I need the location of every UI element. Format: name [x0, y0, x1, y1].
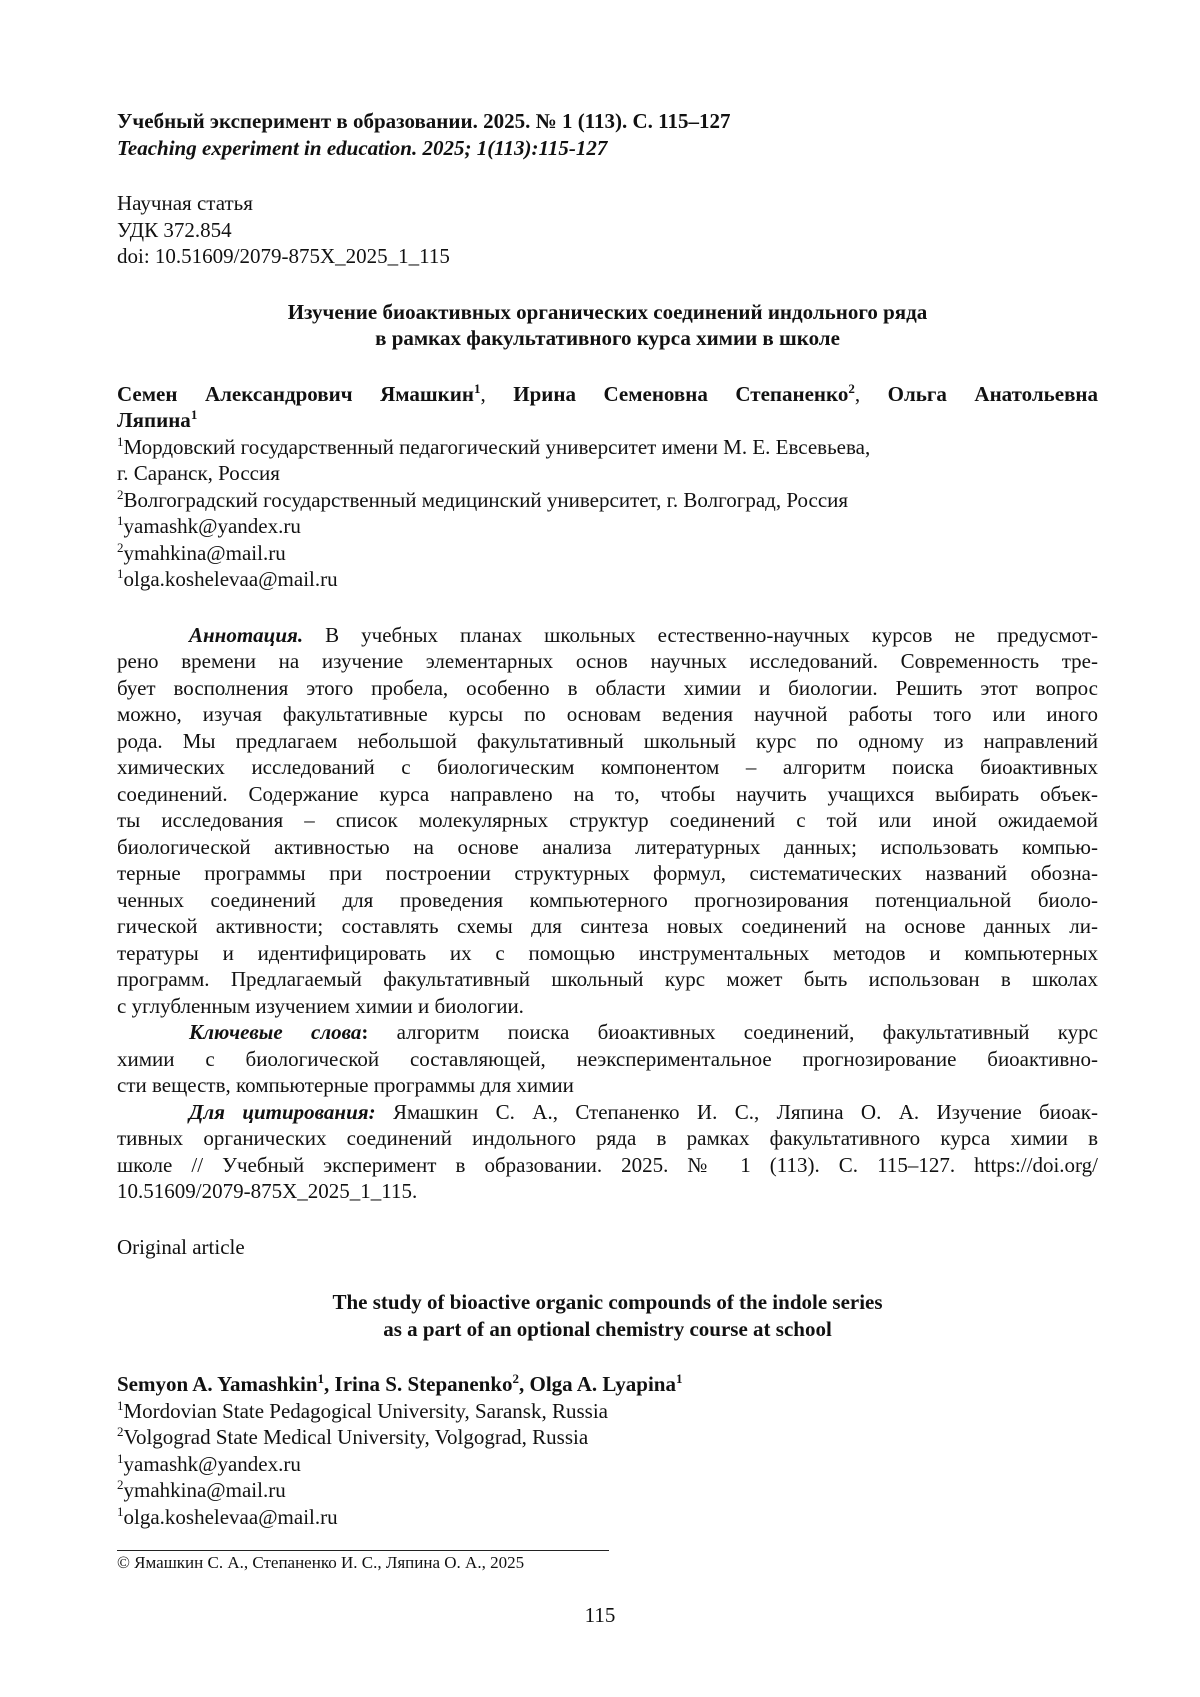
email-en-3[interactable]: $^1$olga.koshelevaa@mail.ru: [117, 1503, 338, 1529]
abstract-line-13: программ. Предлагаемый факультативный школьный курс может быть использован в школах: [117, 967, 1098, 991]
title-ru-line1: Изучение биоактивных органических соединений индольного ряда: [287, 299, 928, 324]
abstract-line-7: ты исследования – список молекулярных структур соединений с той или иной ожидаемой: [117, 808, 1098, 832]
affiliation-ru-2: $^2$Волгоградский государственный медицинский университет, г. Волгоград, Россия: [117, 486, 849, 512]
abstract-line-10: ченных соединений для проведения компьютерного прогнозирования потенциальной биоло-: [117, 887, 1098, 912]
doi: doi: 10.51609/2079-875X_2025_1_115: [117, 244, 450, 268]
article-type-en: Original article: [117, 1234, 245, 1259]
abstract: [117, 622, 1098, 1020]
abstract-line-14: с углубленным изучением химии и биологии.: [117, 993, 524, 1018]
affiliation-en-1: $^1$Mordovian State Pedagogical University, Saransk, Russia: [117, 1397, 608, 1423]
article-type-ru: Научная статья: [117, 191, 253, 215]
abstract-line-1: рено времени на изучение элементарных основ научных исследований. Современность тре-: [117, 649, 1098, 673]
page-number: 115: [584, 1603, 616, 1627]
citation-line-0: Для цитирования: Ямашкин С. А., Степаненко И. С., Ляпина О. А. Изучение биоак-: [189, 1099, 1098, 1124]
citation-line-1: тивных органических соединений индольного ряда в рамках факультативного курса химии в: [117, 1126, 1098, 1150]
footnote-divider: [117, 1550, 609, 1551]
author-en-2: Irina S. Stepanenko: [334, 1372, 513, 1396]
author-1: Семен Александрович Ямашкин: [117, 381, 474, 406]
authors-ru: Семен Александрович Ямашкин$^1$, Ирина Семеновна Степаненко$^2$, Ольга Анатольевна: [117, 380, 1099, 406]
abstract-line-9: терные программы при построении структурных формул, систематических названий обозна-: [117, 861, 1098, 885]
journal-line-ru: Учебный эксперимент в образовании. 2025. № 1 (113). С. 115–127: [117, 109, 731, 133]
authors-en: Semyon A. Yamashkin$^1$, Irina S. Stepanenko$^2$, Olga A. Lyapina$^1$: [117, 1371, 683, 1396]
abstract-line-3: можно, изучая факультативные курсы по основам ведения научной работы того или иного: [117, 702, 1098, 726]
affiliation-en-2: $^2$Volgograd State Medical University, Volgograd, Russia: [117, 1424, 589, 1449]
title-en-line2: as a part of an optional chemistry course at school: [383, 1316, 832, 1341]
abstract-line-11: гической активности; составлять схемы для синтеза новых соединений на основе данных ли-: [117, 914, 1098, 938]
email-ru-3[interactable]: $^1$olga.koshelevaa@mail.ru: [117, 566, 338, 591]
article-page: [117, 108, 1098, 1573]
affiliation-ru-1: $^1$Мордовский государственный педагогический университет имени М. Е. Евсевьева,: [117, 433, 871, 459]
author-en-3: Olga A. Lyapina: [529, 1372, 676, 1396]
abstract-label: Аннотация.: [189, 622, 304, 647]
email-en-2[interactable]: $^2$ymahkina@mail.ru: [117, 1477, 286, 1502]
keywords-line-1: химии с биологической составляющей, неэкспериментальное прогнозирование биоактивно-: [117, 1046, 1098, 1071]
abstract-line-5: химических исследований с биологическим компонентом – алгоритм поиска биоактивных: [117, 755, 1098, 779]
email-en-1[interactable]: $^1$yamashk@yandex.ru: [117, 1450, 301, 1476]
abstract-line-4: рода. Мы предлагаем небольшой факультативный школьный курс по одному из направлений: [117, 728, 1098, 753]
email-ru-2[interactable]: $^2$ymahkina@mail.ru: [117, 539, 286, 565]
affiliation-ru-1-city: г. Саранск, Россия: [117, 461, 280, 485]
authors-ru-line2: Ляпина$^1$: [117, 407, 198, 432]
abstract-line-12: тературы и идентифицировать их с помощью инструментальных методов и компьютерных: [117, 940, 1098, 965]
citation: [117, 1099, 1098, 1205]
keywords-line-0: Ключевые слова: алгоритм поиска биоактивных соединений, факультативный курс: [189, 1020, 1098, 1044]
udk: УДК 372.854: [117, 217, 232, 242]
keywords-label: Ключевые слова: [189, 1020, 362, 1044]
author-2: Ирина Семеновна Степаненко: [513, 381, 849, 406]
citation-label: Для цитирования:: [189, 1099, 376, 1124]
keywords: [117, 1019, 1098, 1099]
author-en-1: Semyon A. Yamashkin: [117, 1372, 318, 1396]
keywords-line-2: сти веществ, компьютерные программы для химии: [117, 1073, 574, 1097]
abstract-line-6: соединений. Содержание курса направлено на то, чтобы научить учащихся выбирать объек-: [117, 781, 1098, 806]
abstract-line-0: Аннотация. В учебных планах школьных естественно-научных курсов не предусмот-: [189, 622, 1098, 647]
title-en: [117, 1289, 1098, 1342]
abstract-line-2: бует восполнения этого пробела, особенно в области химии и биологии. Решить этот вопрос: [117, 675, 1098, 700]
citation-line-2: школе // Учебный эксперимент в образовании. 2025. № 1 (113). С. 115–127. https://doi.org/: [117, 1152, 1098, 1177]
author-3-part2: Ляпина: [117, 408, 191, 432]
citation-line-3: 10.51609/2079-875X_2025_1_115.: [117, 1179, 418, 1203]
title-ru-line2: в рамках факультативного курса химии в школе: [375, 326, 840, 350]
title-en-line1: The study of bioactive organic compounds of the indole series: [332, 1290, 883, 1314]
title-ru: [117, 299, 1098, 352]
author-3-part1: Ольга Анатольевна: [887, 381, 1099, 406]
journal-line-en: Teaching experiment in education. 2025; 1(113):115-127: [117, 135, 608, 160]
abstract-line-8: биологической активностью на основе анализа литературных данных; использовать компью-: [117, 834, 1098, 859]
copyright-footnote: © Ямашкин С. А., Степаненко И. С., Ляпина О. А., 2025: [117, 1553, 525, 1572]
email-ru-1[interactable]: $^1$yamashk@yandex.ru: [117, 513, 301, 538]
